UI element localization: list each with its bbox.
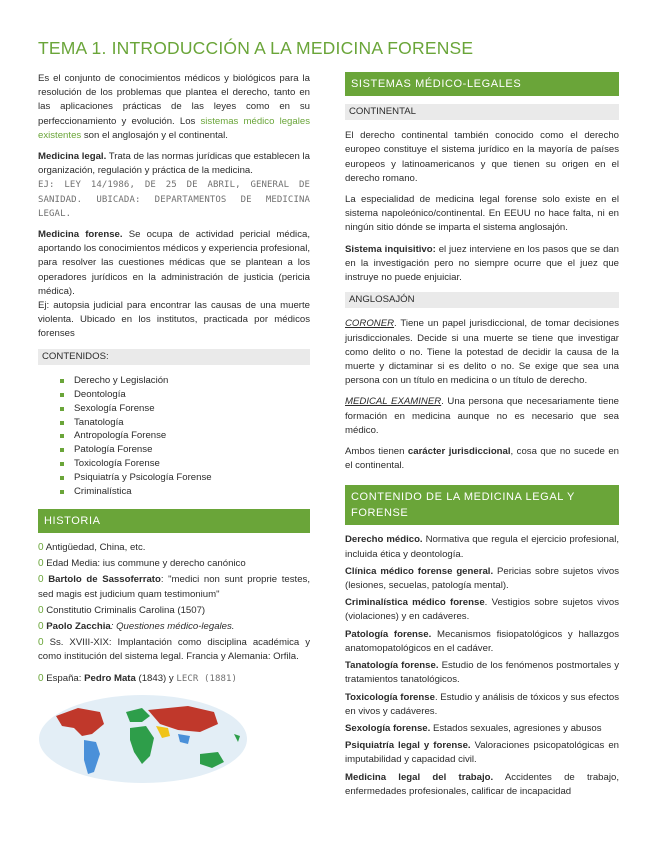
- medicina-legal-term: Medicina legal.: [38, 151, 107, 163]
- history-text: Ss. XVIII-XIX: Implantación como disciplina académica y como institución del sistema legal. Francia y Alemania: Orfila.: [38, 637, 310, 663]
- contenidos-list: [60, 374, 310, 499]
- medical-examiner-text: . Una persona que necesariamente tiene formación en medicina aunque no es necesario que sea médico.: [345, 396, 619, 436]
- history-item: [38, 604, 310, 618]
- coroner-paragraph: [345, 317, 619, 388]
- item-term: Criminalística médico forense: [345, 597, 485, 609]
- history-marker: 0: [38, 637, 44, 649]
- list-item: Deontología: [60, 388, 310, 402]
- item-text: Mecanismos fisiopatológicos y hallazgos anatomopatológicos en el cadáver.: [345, 628, 619, 654]
- history-term: Paolo Zacchia: [46, 621, 111, 633]
- ambos-paragraph: [345, 445, 619, 473]
- list-item: [345, 739, 619, 767]
- list-item: [345, 596, 619, 624]
- inquisitivo-paragraph: [345, 243, 619, 286]
- list-item: Psiquiatría y Psicología Forense: [60, 471, 310, 485]
- list-item: [345, 691, 619, 719]
- list-item: Patología Forense: [60, 443, 310, 457]
- medicina-legal-paragraph: [38, 150, 310, 178]
- item-text: . Vestigios sobre sujetos vivos (violaciones) y en cadáveres.: [345, 597, 619, 623]
- list-item: [345, 771, 619, 799]
- history-item: [38, 620, 310, 634]
- list-item: [345, 659, 619, 687]
- medicina-forense-paragraph: [38, 228, 310, 299]
- history-term: Pedro Mata: [84, 672, 136, 684]
- history-text: Antigüedad, China, etc.: [45, 542, 146, 554]
- sistemas-link[interactable]: sistemas médico legales existentes: [38, 115, 310, 141]
- history-marker: 0: [38, 574, 44, 586]
- item-term: Tanatología forense.: [345, 660, 439, 672]
- medicina-forense-text: Se ocupa de actividad pericial médica, aportando los conocimientos médicos y experiencia profesional, para resolver las cuestiones médicas que se plantean a los operadores jurídicos en la administración de justicia (pericia médica).: [38, 229, 310, 297]
- list-item: Toxicología Forense: [60, 457, 310, 471]
- lecr-text: LECR (1881): [176, 673, 238, 684]
- history-item: [38, 573, 310, 601]
- left-column: [38, 72, 310, 784]
- sistemas-header: SISTEMAS MÉDICO-LEGALES: [345, 72, 619, 96]
- medical-examiner-paragraph: [345, 395, 619, 438]
- item-term: Sexología forense.: [345, 722, 431, 734]
- list-item: [345, 565, 619, 593]
- contenido-header: CONTENIDO DE LA MEDICINA LEGAL Y FORENSE: [345, 485, 619, 525]
- medicina-legal-text: Trata de las normas jurídicas que establecen la organización, regulación y práctica de la medicina.: [38, 151, 310, 177]
- intro-paragraph: [38, 72, 310, 143]
- medical-examiner-term: MEDICAL EXAMINER: [345, 396, 442, 408]
- anglosajon-label: ANGLOSAJÓN: [345, 292, 619, 308]
- history-text: : "medici non sunt proprie testes, sed magis est judicium quam testimonium": [38, 574, 311, 600]
- medicina-forense-term: Medicina forense.: [38, 229, 123, 241]
- item-term: Derecho médico.: [345, 534, 423, 546]
- right-column: [345, 72, 619, 802]
- item-term: Toxicología forense: [345, 691, 435, 703]
- item-text: Estados sexuales, agresiones y abusos: [430, 722, 602, 734]
- list-item: [345, 533, 619, 561]
- item-text: Valoraciones psicopatológicas en imputabilidad y capacidad civil.: [345, 740, 619, 766]
- history-item: [38, 541, 310, 555]
- history-text: Edad Media: ius commune y derecho canónico: [46, 558, 246, 570]
- item-term: Psiquiatría legal y forense.: [345, 740, 471, 752]
- item-text: Normativa que regula el ejercicio profesional, incluida ética y deontología.: [345, 534, 620, 560]
- autopsia-example: Ej: autopsia judicial para encontrar las causas de una muerte violenta. Ubicado en los institutos, practicada por médicos forenses: [38, 300, 310, 340]
- history-text: : Questiones médico-legales.: [110, 621, 235, 633]
- history-term: Bartolo de Sassoferrato: [48, 574, 161, 586]
- item-text: Accidentes de trabajo, enfermedades profesionales, calificar de incapacidad: [345, 771, 619, 797]
- history-item: [38, 672, 310, 686]
- world-map-icon: [38, 694, 248, 784]
- history-item: [38, 636, 310, 664]
- ambos-term: carácter jurisdiccional: [407, 446, 511, 458]
- history-marker: 0: [38, 672, 44, 684]
- item-term: Patología forense.: [345, 628, 432, 640]
- coroner-term: CORONER: [345, 318, 395, 330]
- page-title: TEMA 1. INTRODUCCIÓN A LA MEDICINA FORENSE: [38, 38, 474, 58]
- item-text: . Estudio y análisis de tóxicos y sus efectos en vivos y cadáveres.: [345, 691, 620, 717]
- history-text: (1843) y: [135, 672, 177, 684]
- historia-header: HISTORIA: [38, 509, 310, 533]
- ambos-text: Ambos tienen: [345, 446, 408, 458]
- list-item: [345, 628, 619, 656]
- ley-sanidad-note: EJ: LEY 14/1986, DE 25 DE ABRIL, GENERAL DE SANIDAD. UBICADA: DEPARTAMENTOS DE MEDICINA LEGAL.: [38, 180, 310, 219]
- intro-text: Es el conjunto de conocimientos médicos y biológicos para la resolución de los problemas que plantea el derecho, tanto en las aplicaciones prácticas de las leyes como en su perfeccionamiento y evolución. Los: [38, 73, 310, 127]
- history-text: España:: [46, 672, 85, 684]
- list-item: [345, 722, 619, 736]
- history-marker: 0: [38, 621, 44, 633]
- item-term: Clínica médico forense general.: [345, 565, 494, 577]
- list-item: Sexología Forense: [60, 402, 310, 416]
- history-marker: 0: [38, 558, 44, 570]
- item-text: Estudio de los fenómenos postmortales y tratamientos tanatológicos.: [345, 660, 619, 686]
- list-item: Derecho y Legislación: [60, 374, 310, 388]
- coroner-text: . Tiene un papel jurisdiccional, de tomar decisiones jurisdiccionales. Decide si una muerte se tiene que investigar como delito o no. Tiene la potestad de decidir la causa de la muerte y dictaminar si es delito o no. Se exige que sea una persona con un título en medicina o un título de derecho.: [345, 318, 619, 387]
- inquisitivo-term: Sistema inquisitivo:: [345, 243, 436, 255]
- contenidos-label: CONTENIDOS:: [38, 349, 310, 365]
- list-item: Antropología Forense: [60, 429, 310, 443]
- item-text: Pericias sobre sujetos vivos (lesiones, secuelas, patología mental).: [345, 565, 619, 592]
- history-text: Constitutio Criminalis Carolina (1507): [46, 604, 206, 616]
- list-item: Criminalística: [60, 485, 310, 499]
- history-item: [38, 557, 310, 571]
- list-item: Tanatología: [60, 416, 310, 430]
- inquisitivo-text: el juez interviene en los pasos que se dan en la investigación pero no siempre ocurre que el juez que instruye no puede enjuiciar.: [345, 243, 619, 284]
- continental-label: CONTINENTAL: [345, 104, 619, 120]
- item-term: Medicina legal del trabajo.: [345, 771, 494, 783]
- especialidad-paragraph: La especialidad de medicina legal forense solo existe en el sistema napoleónico/continental. En EEUU no hace falta, ni en ningún sitio dónde se imparta el sistema anglosajón.: [345, 194, 619, 234]
- continental-paragraph: El derecho continental también conocido como el derecho europeo constituye el sistema jurídico en la mayoría de países europeos y latinoamericanos y que tienen su origen en el derecho romano.: [345, 130, 619, 184]
- intro-text-end: son el anglosajón y el continental.: [81, 129, 228, 141]
- ambos-text-end: , cosa que no sucede en el continental.: [345, 446, 619, 472]
- history-marker: 0: [38, 604, 44, 616]
- history-marker: 0: [38, 542, 44, 554]
